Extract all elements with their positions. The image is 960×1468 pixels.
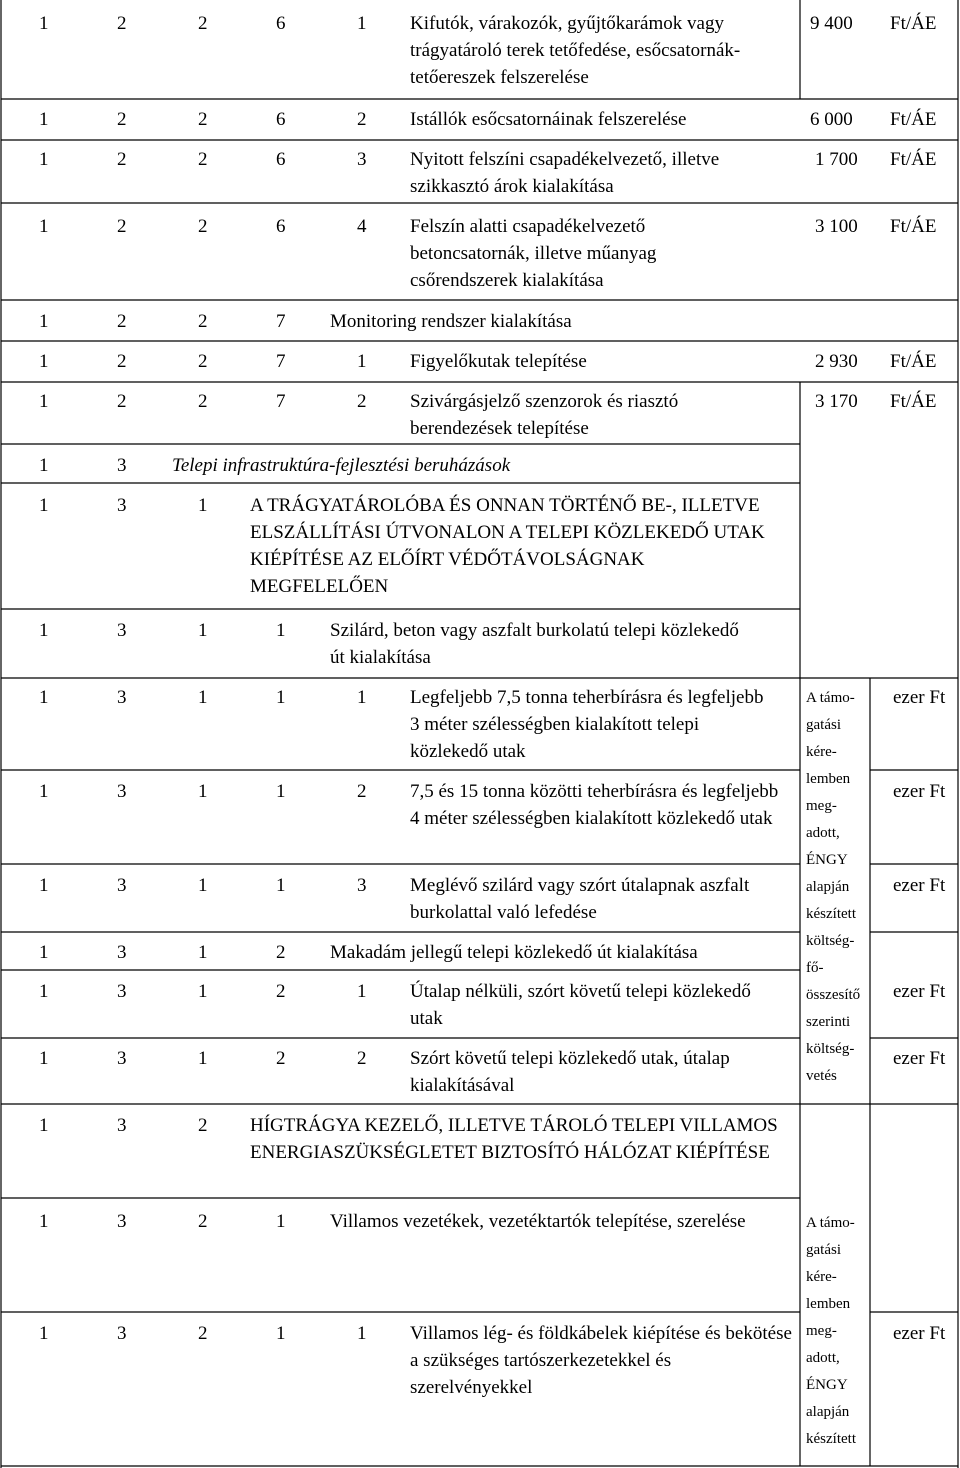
code-digit: 1 — [357, 687, 367, 708]
code-digit: 3 — [117, 942, 127, 963]
note-line: lemben — [806, 1296, 851, 1312]
row-description: Kifutók, várakozók, gyűjtőkarámok vagy trágyatároló terek tetőfedése, esőcsatornák-tetőereszek felszerelése — [410, 13, 741, 88]
code-digit: 1 — [39, 687, 49, 708]
row-description: Szórt követű telepi közlekedő utak, útalap kialakításával — [410, 1048, 730, 1096]
code-digit: 2 — [117, 311, 127, 332]
amount-unit: ezer Ft — [893, 687, 946, 708]
code-digit: 6 — [276, 216, 286, 237]
code-digit: 2 — [276, 1048, 286, 1069]
code-digit: 1 — [357, 981, 367, 1002]
code-digit: 7 — [276, 351, 286, 372]
code-digit: 1 — [39, 391, 49, 412]
row-description: Meglévő szilárd vagy szórt útalapnak aszfalt burkolattal való lefedése — [410, 875, 750, 923]
code-digit: 1 — [39, 311, 49, 332]
code-digit: 1 — [276, 687, 286, 708]
code-digit: 1 — [39, 1323, 49, 1344]
amount-value: 6 000 — [810, 109, 853, 130]
note-line: készített — [806, 906, 856, 922]
note-line: lemben — [806, 771, 851, 787]
code-digit: 2 — [276, 981, 286, 1002]
row-description: Felszín alatti csapadékelvezető betoncsatornák, illetve műanyag csőrendszerek kialakítása — [410, 216, 657, 291]
note-line: költség- — [806, 933, 855, 949]
code-digit: 1 — [357, 1323, 367, 1344]
code-digit: 2 — [198, 391, 208, 412]
row-description: Monitoring rendszer kialakítása — [330, 311, 572, 332]
note-line: adott, — [806, 825, 840, 841]
row-description: Útalap nélküli, szórt követű telepi közlekedő utak — [410, 981, 751, 1029]
amount-unit: Ft/ÁE — [890, 391, 937, 412]
amount-value: 3 170 — [815, 391, 858, 412]
amount-unit: ezer Ft — [893, 981, 946, 1002]
row-description: Villamos vezetékek, vezetéktartók telepítése, szerelése — [330, 1211, 746, 1232]
code-digit: 3 — [117, 781, 127, 802]
code-digit: 2 — [117, 216, 127, 237]
code-digit: 1 — [357, 351, 367, 372]
code-digit: 1 — [39, 942, 49, 963]
subsection-heading: HÍGTRÁGYA KEZELŐ, ILLETVE TÁROLÓ TELEPI VILLAMOS ENERGIASZÜKSÉGLETET BIZTOSÍTÓ HÁLÓZAT KIÉPÍTÉSE — [250, 1115, 778, 1163]
note-line: szerinti — [806, 1014, 851, 1030]
amount-unit: ezer Ft — [893, 781, 946, 802]
code-digit: 4 — [357, 216, 367, 237]
code-digit: 1 — [198, 620, 208, 641]
amount-value: 1 700 — [815, 149, 858, 170]
code-digit: 3 — [117, 1048, 127, 1069]
code-digit: 1 — [39, 981, 49, 1002]
code-digit: 3 — [357, 875, 367, 896]
note-line: összesítő — [806, 987, 861, 1003]
note-line: gatási — [806, 1242, 841, 1258]
row-description: Szivárgásjelző szenzorok és riasztó berendezések telepítése — [410, 391, 679, 439]
code-digit: 1 — [39, 781, 49, 802]
amount-unit: Ft/ÁE — [890, 109, 937, 130]
code-digit: 1 — [357, 13, 367, 34]
row-description: Legfeljebb 7,5 tonna teherbírásra és legfeljebb 3 méter szélességben kialakított telepi közlekedő utak — [410, 687, 764, 762]
row-description: 7,5 és 15 tonna közötti teherbírásra és legfeljebb 4 méter szélességben kialakított közlekedő utak — [410, 781, 779, 829]
code-digit: 1 — [276, 875, 286, 896]
code-digit: 1 — [198, 942, 208, 963]
code-digit: 2 — [198, 1211, 208, 1232]
amount-value: 9 400 — [810, 13, 853, 34]
code-digit: 1 — [39, 495, 49, 516]
amount-unit: Ft/ÁE — [890, 149, 937, 170]
code-digit: 2 — [117, 13, 127, 34]
code-digit: 2 — [357, 109, 367, 130]
note-line: meg- — [806, 1323, 837, 1339]
code-digit: 6 — [276, 109, 286, 130]
code-digit: 2 — [117, 351, 127, 372]
amount-unit: Ft/ÁE — [890, 216, 937, 237]
subsection-heading: A TRÁGYATÁROLÓBA ÉS ONNAN TÖRTÉNŐ BE-, ILLETVE ELSZÁLLÍTÁSI ÚTVONALON A TELEPI KÖZLEKEDŐ UTAK KIÉPÍTÉSE AZ ELŐÍRT VÉDŐTÁVOLSÁGNAK MEGFELELŐEN — [250, 495, 765, 597]
code-digit: 3 — [117, 455, 127, 476]
row-description: Villamos lég- és földkábelek kiépítése és bekötése a szükséges tartószerkezetekkel és szerelvényekkel — [410, 1323, 792, 1398]
code-digit: 6 — [276, 13, 286, 34]
note-line: költség- — [806, 1041, 855, 1057]
code-digit: 1 — [39, 351, 49, 372]
code-digit: 1 — [39, 1115, 49, 1136]
note-line: kére- — [806, 1269, 837, 1285]
code-digit: 1 — [276, 1323, 286, 1344]
code-digit: 7 — [276, 391, 286, 412]
code-digit: 2 — [198, 216, 208, 237]
row-description: Istállók esőcsatornáinak felszerelése — [410, 109, 687, 130]
code-digit: 1 — [198, 1048, 208, 1069]
row-description: Makadám jellegű telepi közlekedő út kialakítása — [330, 942, 698, 963]
amount-unit: Ft/ÁE — [890, 13, 937, 34]
amount-value: 2 930 — [815, 351, 858, 372]
code-digit: 3 — [357, 149, 367, 170]
code-digit: 3 — [117, 981, 127, 1002]
note-line: A támo- — [806, 690, 855, 706]
code-digit: 1 — [276, 1211, 286, 1232]
code-digit: 2 — [198, 1323, 208, 1344]
code-digit: 3 — [117, 1115, 127, 1136]
code-digit: 2 — [198, 1115, 208, 1136]
note-line: fő- — [806, 960, 824, 976]
code-digit: 2 — [357, 1048, 367, 1069]
code-digit: 3 — [117, 1323, 127, 1344]
code-digit: 3 — [117, 495, 127, 516]
code-digit: 1 — [39, 149, 49, 170]
code-digit: 1 — [276, 620, 286, 641]
note-line: adott, — [806, 1350, 840, 1366]
row-description: Nyitott felszíni csapadékelvezető, illetve szikkasztó árok kialakítása — [410, 149, 720, 197]
code-digit: 3 — [117, 875, 127, 896]
code-digit: 1 — [39, 1211, 49, 1232]
code-digit: 1 — [39, 455, 49, 476]
code-digit: 1 — [39, 620, 49, 641]
code-digit: 1 — [276, 781, 286, 802]
code-digit: 1 — [39, 1048, 49, 1069]
code-digit: 6 — [276, 149, 286, 170]
code-digit: 1 — [198, 495, 208, 516]
amount-unit: ezer Ft — [893, 875, 946, 896]
code-digit: 2 — [357, 391, 367, 412]
code-digit: 2 — [276, 942, 286, 963]
note-line: vetés — [806, 1068, 837, 1084]
note-line: A támo- — [806, 1215, 855, 1231]
row-description: Szilárd, beton vagy aszfalt burkolatú telepi közlekedő út kialakítása — [330, 620, 739, 668]
code-digit: 2 — [198, 351, 208, 372]
code-digit: 2 — [198, 109, 208, 130]
amount-value: 3 100 — [815, 216, 858, 237]
code-digit: 1 — [198, 875, 208, 896]
code-digit: 1 — [39, 13, 49, 34]
code-digit: 2 — [198, 149, 208, 170]
code-digit: 2 — [357, 781, 367, 802]
note-line: gatási — [806, 717, 841, 733]
row-description: Figyelőkutak telepítése — [410, 351, 587, 372]
amount-unit: Ft/ÁE — [890, 351, 937, 372]
note-line: ÉNGY — [806, 1377, 848, 1393]
code-digit: 2 — [198, 13, 208, 34]
code-digit: 3 — [117, 687, 127, 708]
code-digit: 1 — [39, 109, 49, 130]
code-digit: 7 — [276, 311, 286, 332]
section-heading: Telepi infrastruktúra-fejlesztési beruházások — [172, 455, 511, 476]
code-digit: 1 — [198, 981, 208, 1002]
code-digit: 2 — [117, 391, 127, 412]
code-digit: 2 — [198, 311, 208, 332]
code-digit: 1 — [39, 875, 49, 896]
note-line: meg- — [806, 798, 837, 814]
note-line: kére- — [806, 744, 837, 760]
amount-unit: ezer Ft — [893, 1323, 946, 1344]
code-digit: 1 — [198, 781, 208, 802]
code-digit: 2 — [117, 149, 127, 170]
code-digit: 2 — [117, 109, 127, 130]
code-digit: 1 — [198, 687, 208, 708]
note-line: készített — [806, 1431, 856, 1447]
note-line: ÉNGY — [806, 852, 848, 868]
note-line: alapján — [806, 879, 850, 895]
code-digit: 1 — [39, 216, 49, 237]
note-line: alapján — [806, 1404, 850, 1420]
amount-unit: ezer Ft — [893, 1048, 946, 1069]
code-digit: 3 — [117, 1211, 127, 1232]
code-digit: 3 — [117, 620, 127, 641]
